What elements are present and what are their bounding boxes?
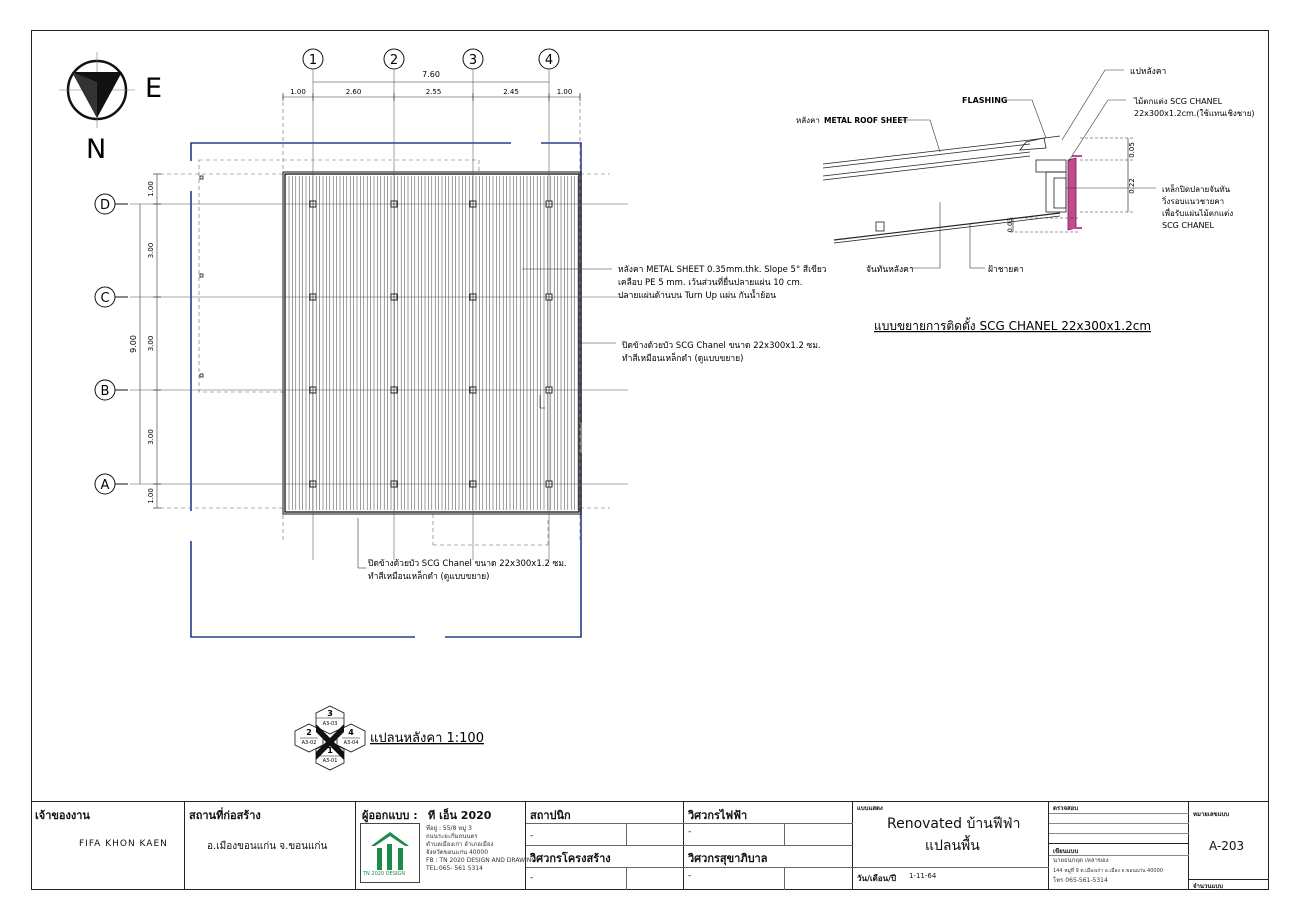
logo-text: TN 2020 DESIGN [363,871,405,877]
dim-x: 1.00 [290,88,306,96]
svg-text:B: B [100,384,110,399]
compass-east: E [145,73,163,104]
detail-chanel-board [1068,156,1082,230]
check-cell [1049,801,1189,890]
drawn-tel: โทร 065-561-5314 [1053,877,1108,884]
edge-note-2: ทำสีเหมือนเหล็กดำ (ดูแบบขยาย) [622,354,744,364]
row-bubble-B [95,380,128,400]
section-marker-bottom-ref: A3-01 [322,758,338,764]
section-marker-left-ref: A3-02 [301,740,317,746]
detail-section [823,136,1066,243]
svg-text:1: 1 [308,53,318,68]
roof-note-2: เคลือบ PE 5 mm. เว้นส่วนที่ยื่นปลายแผ่น 10 cm. [618,278,803,288]
project-cell [853,801,1049,890]
column-bubble-4 [539,49,559,69]
dim-x: 1.00 [556,88,573,96]
detail-steel-4: SCG CHANEL [1162,221,1214,230]
sheet-label: หมายเลขแบบ [1193,811,1230,818]
sheet-number: A-203 [1209,839,1245,853]
detail-soffit: ฝ้าชายคา [988,265,1024,275]
section-marker-left: 2 [306,728,312,737]
site: อ.เมืองขอนแก่น จ.ขอนแก่น [207,841,328,852]
architect-label: สถาปนิก [530,809,571,822]
dim-x: 2.60 [345,88,362,96]
address-line: ถนนระยะกิ่มถนนตร [426,833,478,840]
dim-y: 3.00 [147,335,155,352]
detail-flashing: FLASHING [962,96,1008,105]
svg-text:A: A [100,478,110,493]
electrical-label: วิศวกรไฟฟ้า [688,809,748,822]
owner-label: เจ้าของงาน [35,809,90,822]
row-bubble-A [95,474,128,494]
engineer-cell [684,801,853,890]
address-line: TEL:065- 561 5314 [426,865,483,872]
owner-cell [31,801,185,890]
drawn-label: เขียนแบบ [1053,848,1079,855]
plan-title: แปลนหลังคา 1:100 [370,731,484,746]
detail-steel-1: เหล็กปิดปลายจันทัน [1162,185,1231,194]
dim-y: 3.00 [147,429,155,445]
compass-north: N [86,134,107,165]
svg-text:2: 2 [389,53,399,68]
bottom-note-2: ทำสีเหมือนเหล็กดำ (ดูแบบขยาย) [368,572,490,582]
sheet-cell [1189,801,1269,890]
project-sheet-name: แปลนพื้น [925,838,980,854]
detail-chanel-1: ไม้ตกแต่ง SCG CHANEL [1134,97,1223,106]
drawn-name: นายธนกฤต เหลาของ [1053,857,1109,864]
designer-address [426,825,536,873]
row-bubble-C [95,287,128,307]
detail-rafter: จันทันหลังคา [866,265,914,275]
sanitary-dash: - [688,871,692,881]
row-bubble-D [95,194,128,214]
address-line: FB : TN 2020 DESIGN AND DRAWING [426,857,536,864]
column-bubble-1 [303,49,323,69]
project-label: แบบแสดง [857,805,883,812]
detail-title: แบบขยายการติดตั้ง SCG CHANEL 22x300x1.2cm [874,319,1152,333]
project-name: Renovated บ้านฟีฟ่า [887,816,1021,832]
designer-label: ผู้ออกแบบ : [362,809,418,822]
roof-note-1: หลังคา METAL SHEET 0.35mm.thk. Slope 5° สีเขียว [618,265,827,275]
section-marker-right: 4 [348,728,354,737]
compass-icon [59,52,135,128]
dim-x: 2.55 [425,88,442,96]
detail-dim-2: 0.22 [1128,178,1136,194]
svg-text:D: D [99,198,111,213]
dim-y: 3.00 [147,242,155,259]
roof-note-3: ปลายแผ่นด้านบน Turn Up แผ่น กันน้ำย้อน [618,291,777,301]
section-marker-top: 3 [327,709,333,718]
section-marker-bottom: 1 [327,746,333,755]
dim-y: 1.00 [147,181,155,197]
electrical-dash: - [688,827,692,837]
total-dim-y: 9.00 [129,335,138,353]
detail-chanel-2: 22x300x1.2cm.(ใช้แทนเชิงชาย) [1134,109,1255,118]
site-label: สถานที่ก่อสร้าง [189,809,261,822]
dim-x: 2.45 [503,88,519,96]
title-block [31,801,1269,890]
svg-text:3: 3 [468,53,478,68]
detail-sheet-prefix: หลังคา [796,116,820,125]
structural-label: วิศวกรโครงสร้าง [530,852,611,865]
wall-markers [200,176,203,377]
address-line: ที่อยู่ : 55/8 หมู่ 3 [426,825,472,832]
drawn-address: 144 หมู่ที่ 9 ต.เมืองเก่า อ.เมือง จ.ขอนแก่น 40000 [1053,868,1163,874]
designer: ที เอ็น 2020 [428,809,492,822]
structural-dash: - [530,873,534,883]
detail-cap: แปหลังคา [1130,67,1167,77]
edge-note-1: ปิดข้างด้วยบัว SCG Chanel ขนาด 22x300x1.2 ซม. [622,341,821,351]
architect-cell [526,801,684,890]
check-label: ตรวจสอบ [1053,805,1079,812]
section-marker-top-ref: A3-03 [322,721,338,727]
tn-logo [360,823,420,883]
detail-sheet: METAL ROOF SHEET [824,116,908,125]
column-bubble-2 [384,49,404,69]
site-cell [185,801,356,890]
date: 1-11-64 [909,872,937,880]
owner: FIFA KHON KAEN [79,839,168,849]
svg-text:4: 4 [544,53,554,68]
address-line: จังหวัดขอนแก่น 40000 [426,849,489,856]
detail-steel-3: เพื่อรับแผ่นไม้ตกแต่ง [1162,209,1234,218]
date-label: วัน/เดือน/ปี [857,874,897,883]
detail-leaders [900,70,1156,268]
detail-steel-2: วิ่งรอบแนวชายคา [1162,197,1225,206]
detail-dim-1: 0.05 [1128,142,1136,158]
sanitary-label: วิศวกรสุขาภิบาล [688,852,768,865]
address-line: ตำบลเมืองเก่า อำเภอเมือง [426,841,494,848]
designer-cell [356,801,536,890]
section-marker-right-ref: A3-04 [343,740,359,746]
dim-y: 1.00 [147,488,155,504]
svg-text:C: C [100,291,110,306]
sheet-total-label: จำนวนแบบ [1193,883,1223,890]
column-bubble-3 [463,49,483,69]
architect-dash: - [530,831,534,841]
detail-dim-3: 0.03 [1006,217,1014,233]
total-dim-x: 7.60 [422,70,440,79]
bottom-note-1: ปิดข้างด้วยบัว SCG Chanel ขนาด 22x300x1.2 ซม. [368,559,567,569]
